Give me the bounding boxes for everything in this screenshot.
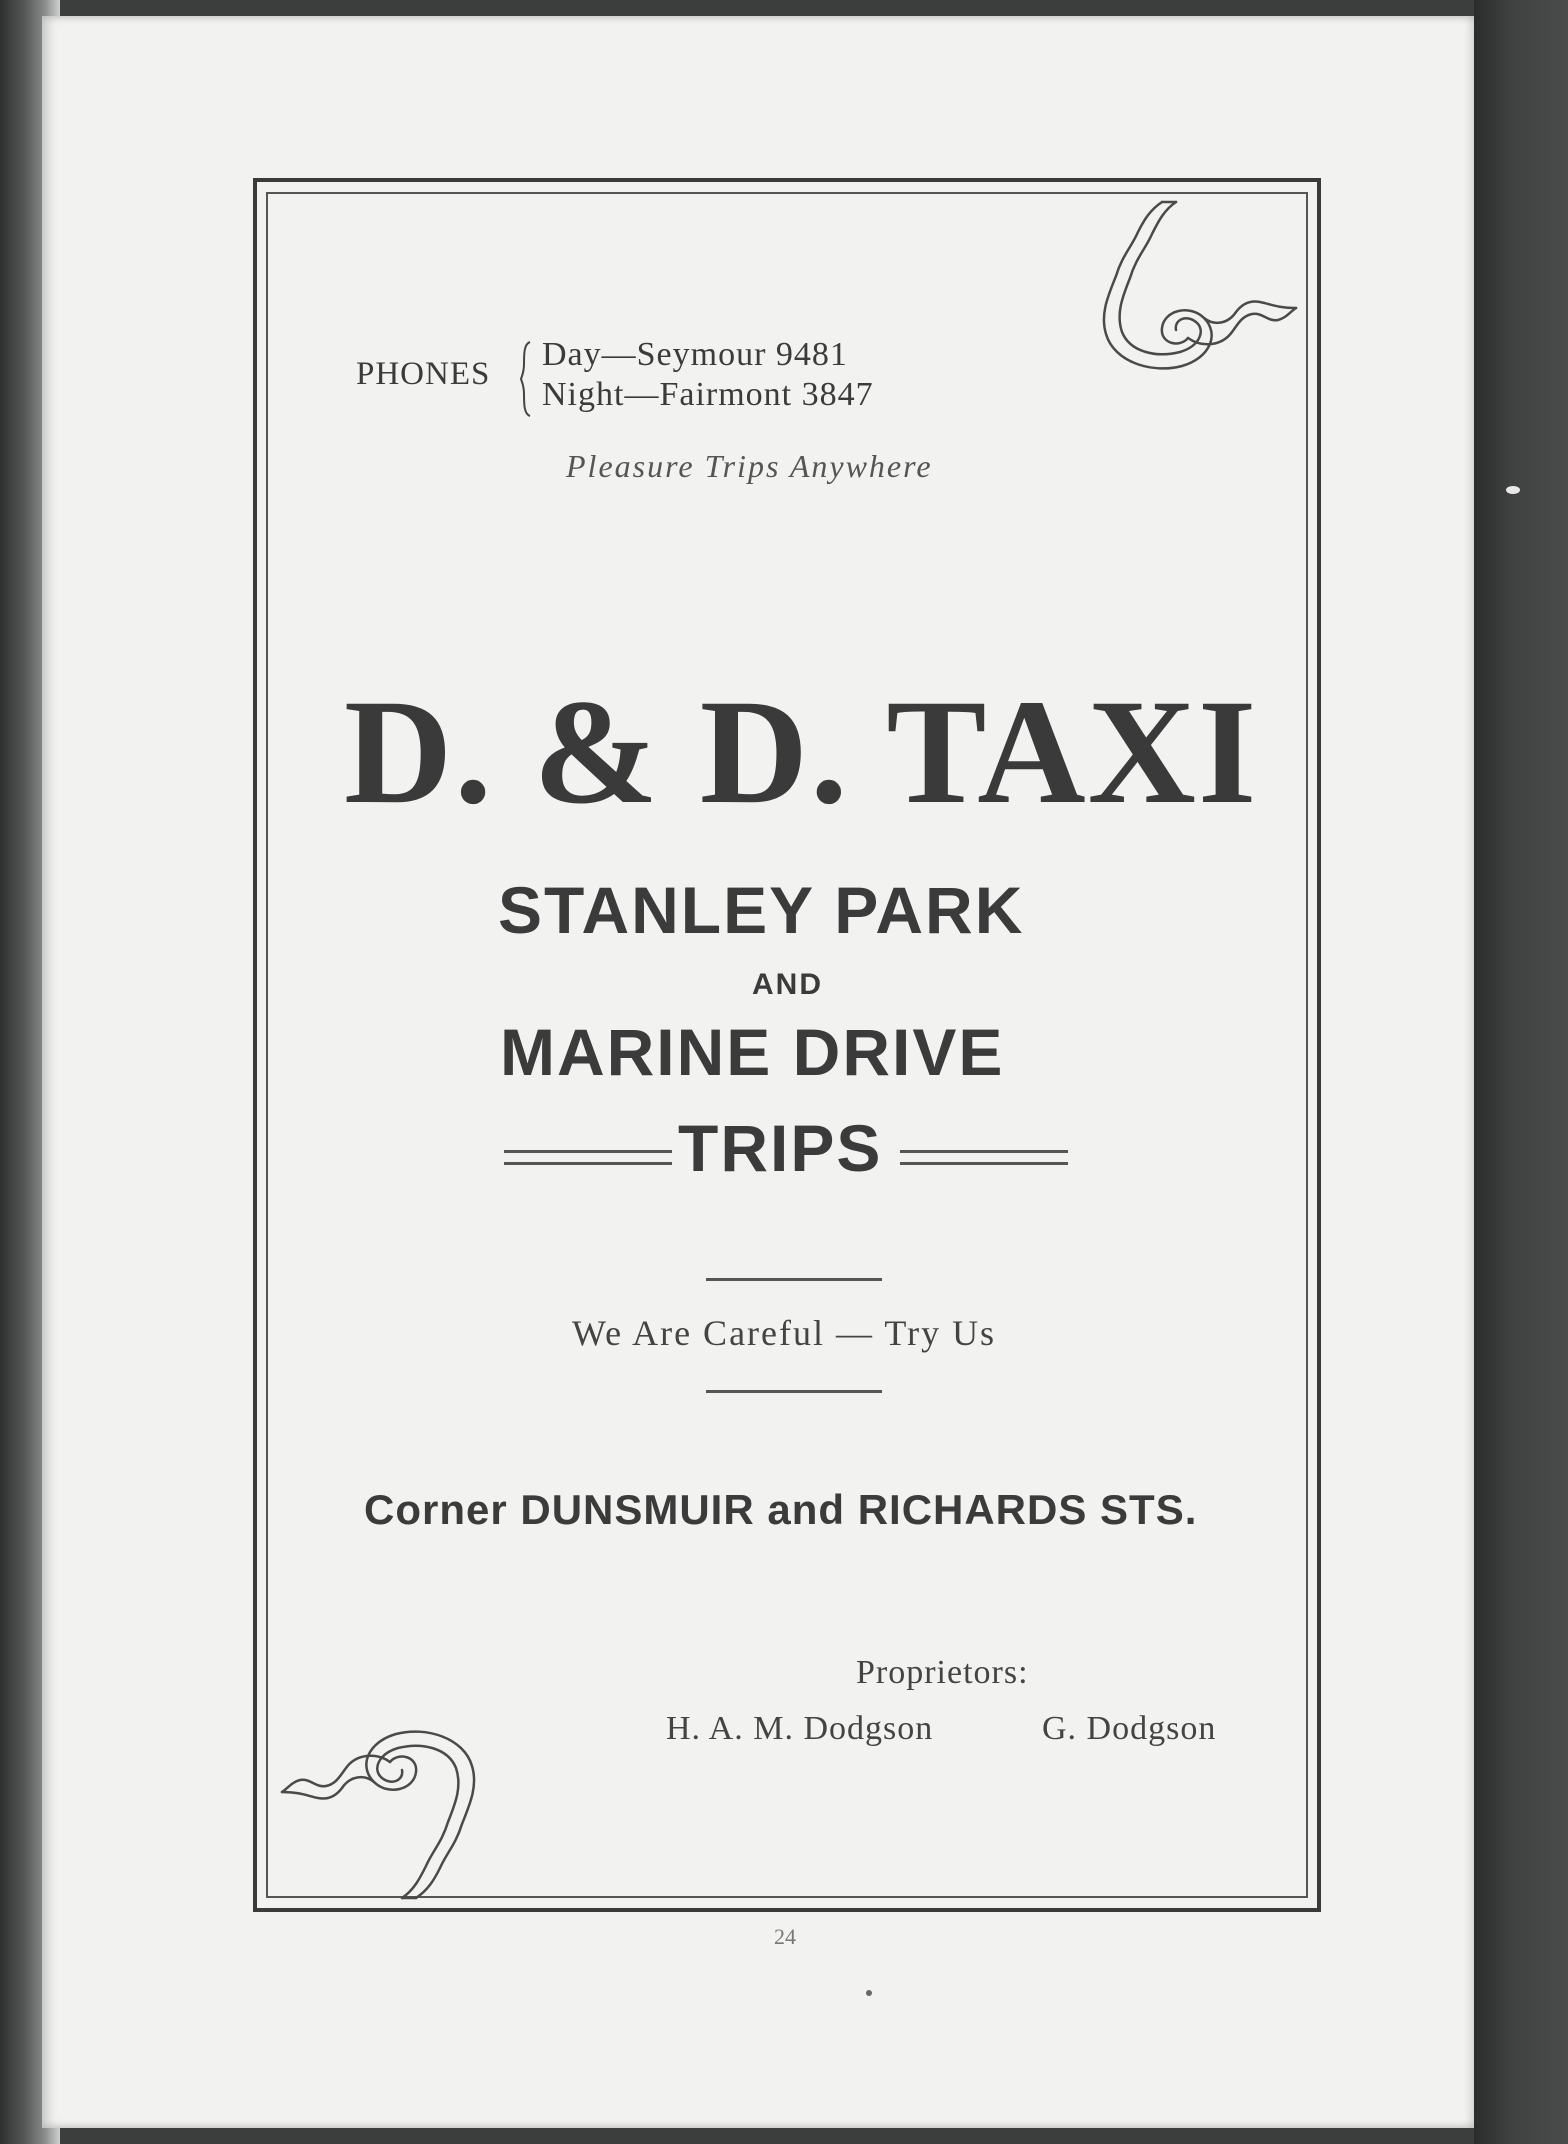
double-rule-right bbox=[900, 1150, 1068, 1165]
serpentine-flourish-icon bbox=[276, 1694, 486, 1904]
trip-line-marine-drive: MARINE DRIVE bbox=[500, 1015, 1005, 1089]
brace-icon bbox=[520, 340, 532, 418]
slogan: We Are Careful — Try Us bbox=[572, 1313, 997, 1353]
proprietor-name: G. Dodgson bbox=[1042, 1710, 1217, 1747]
book-cover-margin bbox=[1474, 0, 1568, 2144]
serpentine-flourish-icon bbox=[1092, 196, 1302, 406]
proprietor-name: H. A. M. Dodgson bbox=[666, 1710, 934, 1747]
slogan-rule-bottom bbox=[706, 1390, 882, 1393]
print-speck bbox=[866, 1990, 872, 1996]
trip-line-connector: AND bbox=[752, 968, 823, 1001]
trip-line-trips: TRIPS bbox=[678, 1111, 883, 1185]
slogan-rule-top bbox=[706, 1278, 882, 1281]
tagline: Pleasure Trips Anywhere bbox=[566, 448, 933, 484]
proprietors-label: Proprietors: bbox=[856, 1654, 1029, 1691]
double-rule-left bbox=[504, 1150, 672, 1165]
cover-speck bbox=[1506, 486, 1520, 494]
headline: D. & D. TAXI bbox=[344, 669, 1259, 835]
trip-line-stanley-park: STANLEY PARK bbox=[498, 873, 1025, 947]
page-number: 24 bbox=[774, 1924, 796, 1949]
day-phone-number: Day—Seymour 9481 bbox=[542, 336, 848, 373]
address: Corner DUNSMUIR and RICHARDS STS. bbox=[364, 1486, 1198, 1533]
phones-label: PHONES bbox=[356, 356, 491, 392]
night-phone-number: Night—Fairmont 3847 bbox=[542, 376, 874, 413]
